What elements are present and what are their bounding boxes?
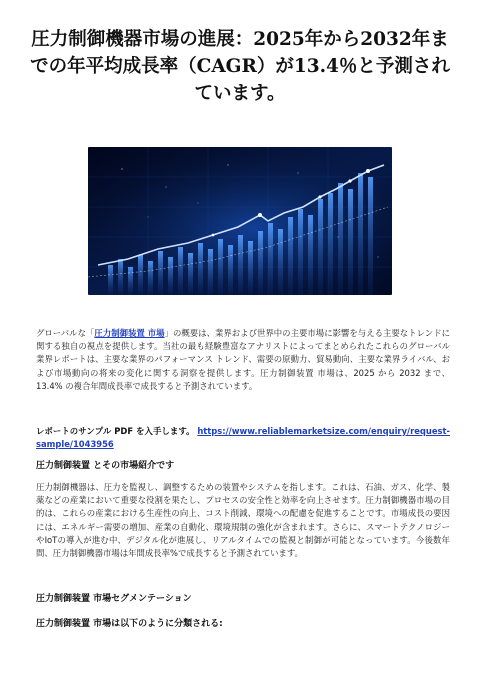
intro-body: 」の概要は、業界および世界中の主要市場に影響を与える主要なトレンドに関する独自の視点を提供します。当社の最も経験豊富なアナリストによってまとめられたこれらのグローバル業界レポートは、主要な業界のパフォーマンス トレンド、需要の原動力、貿易動向、主要な業界ライバル、および市場動向の将来の変化に関する洞察を提供します。圧力制御装置 市場は、2025 から 2032 まで、13.4% の複合年間成長率で成長すると予測されています。: [36, 328, 450, 391]
intro-paragraph: [36, 327, 450, 393]
market-intro-paragraph: 圧力制御機器は、圧力を監視し、調整するための装置やシステムを指します。これは、石油、ガス、化学、製薬などの産業において重要な役割を果たし、プロセスの安全性と効率を向上させます。圧力制御機器市場の目的は、これらの産業における生産性の向上、コスト削減、環境への配慮を促進することです。市場成長の要因には、エネルギー需要の増加、産業の自動化、環境規制の強化が含まれます。さらに、スマートテクノロジーやIoTの導入が進む中、デジタル化が進展し、リアルタイムでの監視と制御が可能となっています。今後数年間、圧力制御機器市場は年間成長率%で成長すると予測されています。: [36, 482, 450, 559]
hero-image: [88, 147, 392, 295]
page-title: 圧力制御機器市場の進展：2025年から2032年までの年平均成長率（CAGR）が13.4％と予測されています。: [30, 29, 450, 104]
sample-label: レポートのサンプル PDF を入手します。: [36, 426, 195, 436]
sample-request-link[interactable]: https://www.reliablemarketsize.com/enquiry/request-sample/1043956: [36, 426, 450, 450]
intro-prefix: グローバルな「: [36, 328, 95, 338]
section-heading-classification: 圧力制御装置 市場は以下のように分類される:: [36, 619, 223, 629]
market-name-link[interactable]: 圧力制御装置 市場: [94, 328, 165, 338]
sample-request: [36, 425, 450, 451]
section-heading-segmentation: 圧力制御装置 市場セグメンテーション: [36, 594, 192, 604]
market-growth-illustration: [88, 147, 392, 295]
section-heading-intro: 圧力制御装置 とその市場紹介です: [36, 461, 175, 471]
